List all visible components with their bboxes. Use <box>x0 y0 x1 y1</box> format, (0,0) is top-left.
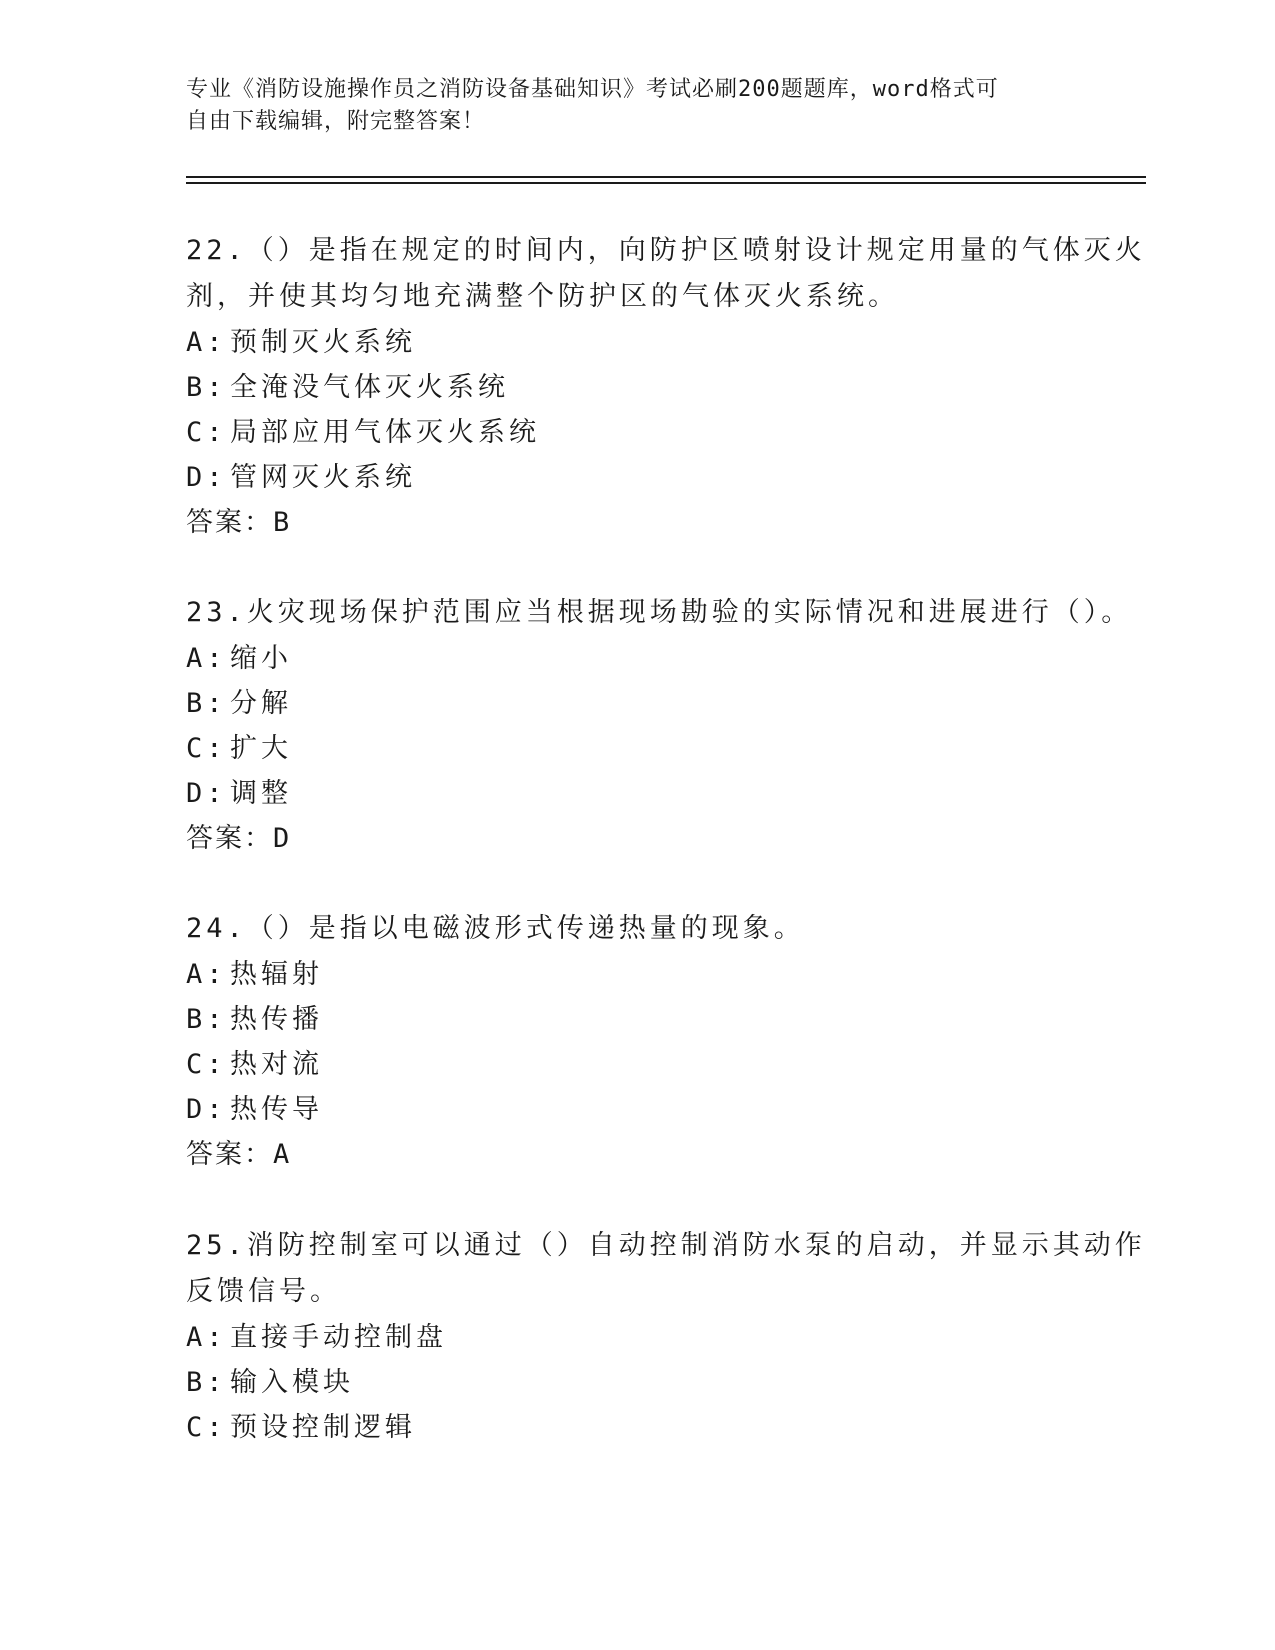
question-line: 反馈信号。 <box>186 1276 341 1307</box>
option-d: D: 调整 <box>186 778 292 809</box>
question-23 <box>186 590 1133 862</box>
option-c: C: 局部应用气体灭火系统 <box>186 417 540 448</box>
answer: 答案：D <box>186 823 292 854</box>
option-c: C: 扩大 <box>186 733 292 764</box>
question-25 <box>186 1223 1146 1450</box>
question-text <box>186 1223 1146 1315</box>
option-a: A: 直接手动控制盘 <box>186 1322 447 1353</box>
header-line-2: 自由下载编辑，附完整答案！ <box>186 109 486 134</box>
option-d: D: 管网灭火系统 <box>186 462 416 493</box>
answer-value: B <box>273 507 292 538</box>
question-line: 24.（）是指以电磁波形式传递热量的现象。 <box>186 913 805 944</box>
option-b: B: 热传播 <box>186 1004 323 1035</box>
document-header <box>186 74 1086 138</box>
question-line: 剂，并使其均匀地充满整个防护区的气体灭火系统。 <box>186 281 899 312</box>
answer: 答案：B <box>186 507 292 538</box>
answer-value: D <box>273 823 292 854</box>
question-line: 23.火灾现场保护范围应当根据现场勘验的实际情况和进展进行（）。 <box>186 597 1133 628</box>
header-divider-top <box>186 176 1146 178</box>
question-line: 22.（）是指在规定的时间内，向防护区喷射设计规定用量的气体灭火 <box>186 235 1146 266</box>
option-a: A: 预制灭火系统 <box>186 327 416 358</box>
option-b: B: 全淹没气体灭火系统 <box>186 372 509 403</box>
header-line-1: 专业《消防设施操作员之消防设备基础知识》考试必刷200题题库，word格式可 <box>186 77 999 102</box>
option-a: A: 热辐射 <box>186 959 323 990</box>
answer: 答案：A <box>186 1139 292 1170</box>
option-b: B: 分解 <box>186 688 292 719</box>
option-a: A: 缩小 <box>186 643 292 674</box>
answer-value: A <box>273 1139 292 1170</box>
option-c: C: 热对流 <box>186 1049 323 1080</box>
question-22 <box>186 228 1146 546</box>
option-d: D: 热传导 <box>186 1094 323 1125</box>
header-divider-bottom <box>186 182 1146 184</box>
option-c: C: 预设控制逻辑 <box>186 1412 416 1443</box>
option-b: B: 输入模块 <box>186 1367 354 1398</box>
question-line: 25.消防控制室可以通过（）自动控制消防水泵的启动，并显示其动作 <box>186 1230 1146 1261</box>
question-text <box>186 228 1146 320</box>
question-24 <box>186 906 1086 1178</box>
question-text <box>186 906 1086 952</box>
question-text <box>186 590 1133 636</box>
